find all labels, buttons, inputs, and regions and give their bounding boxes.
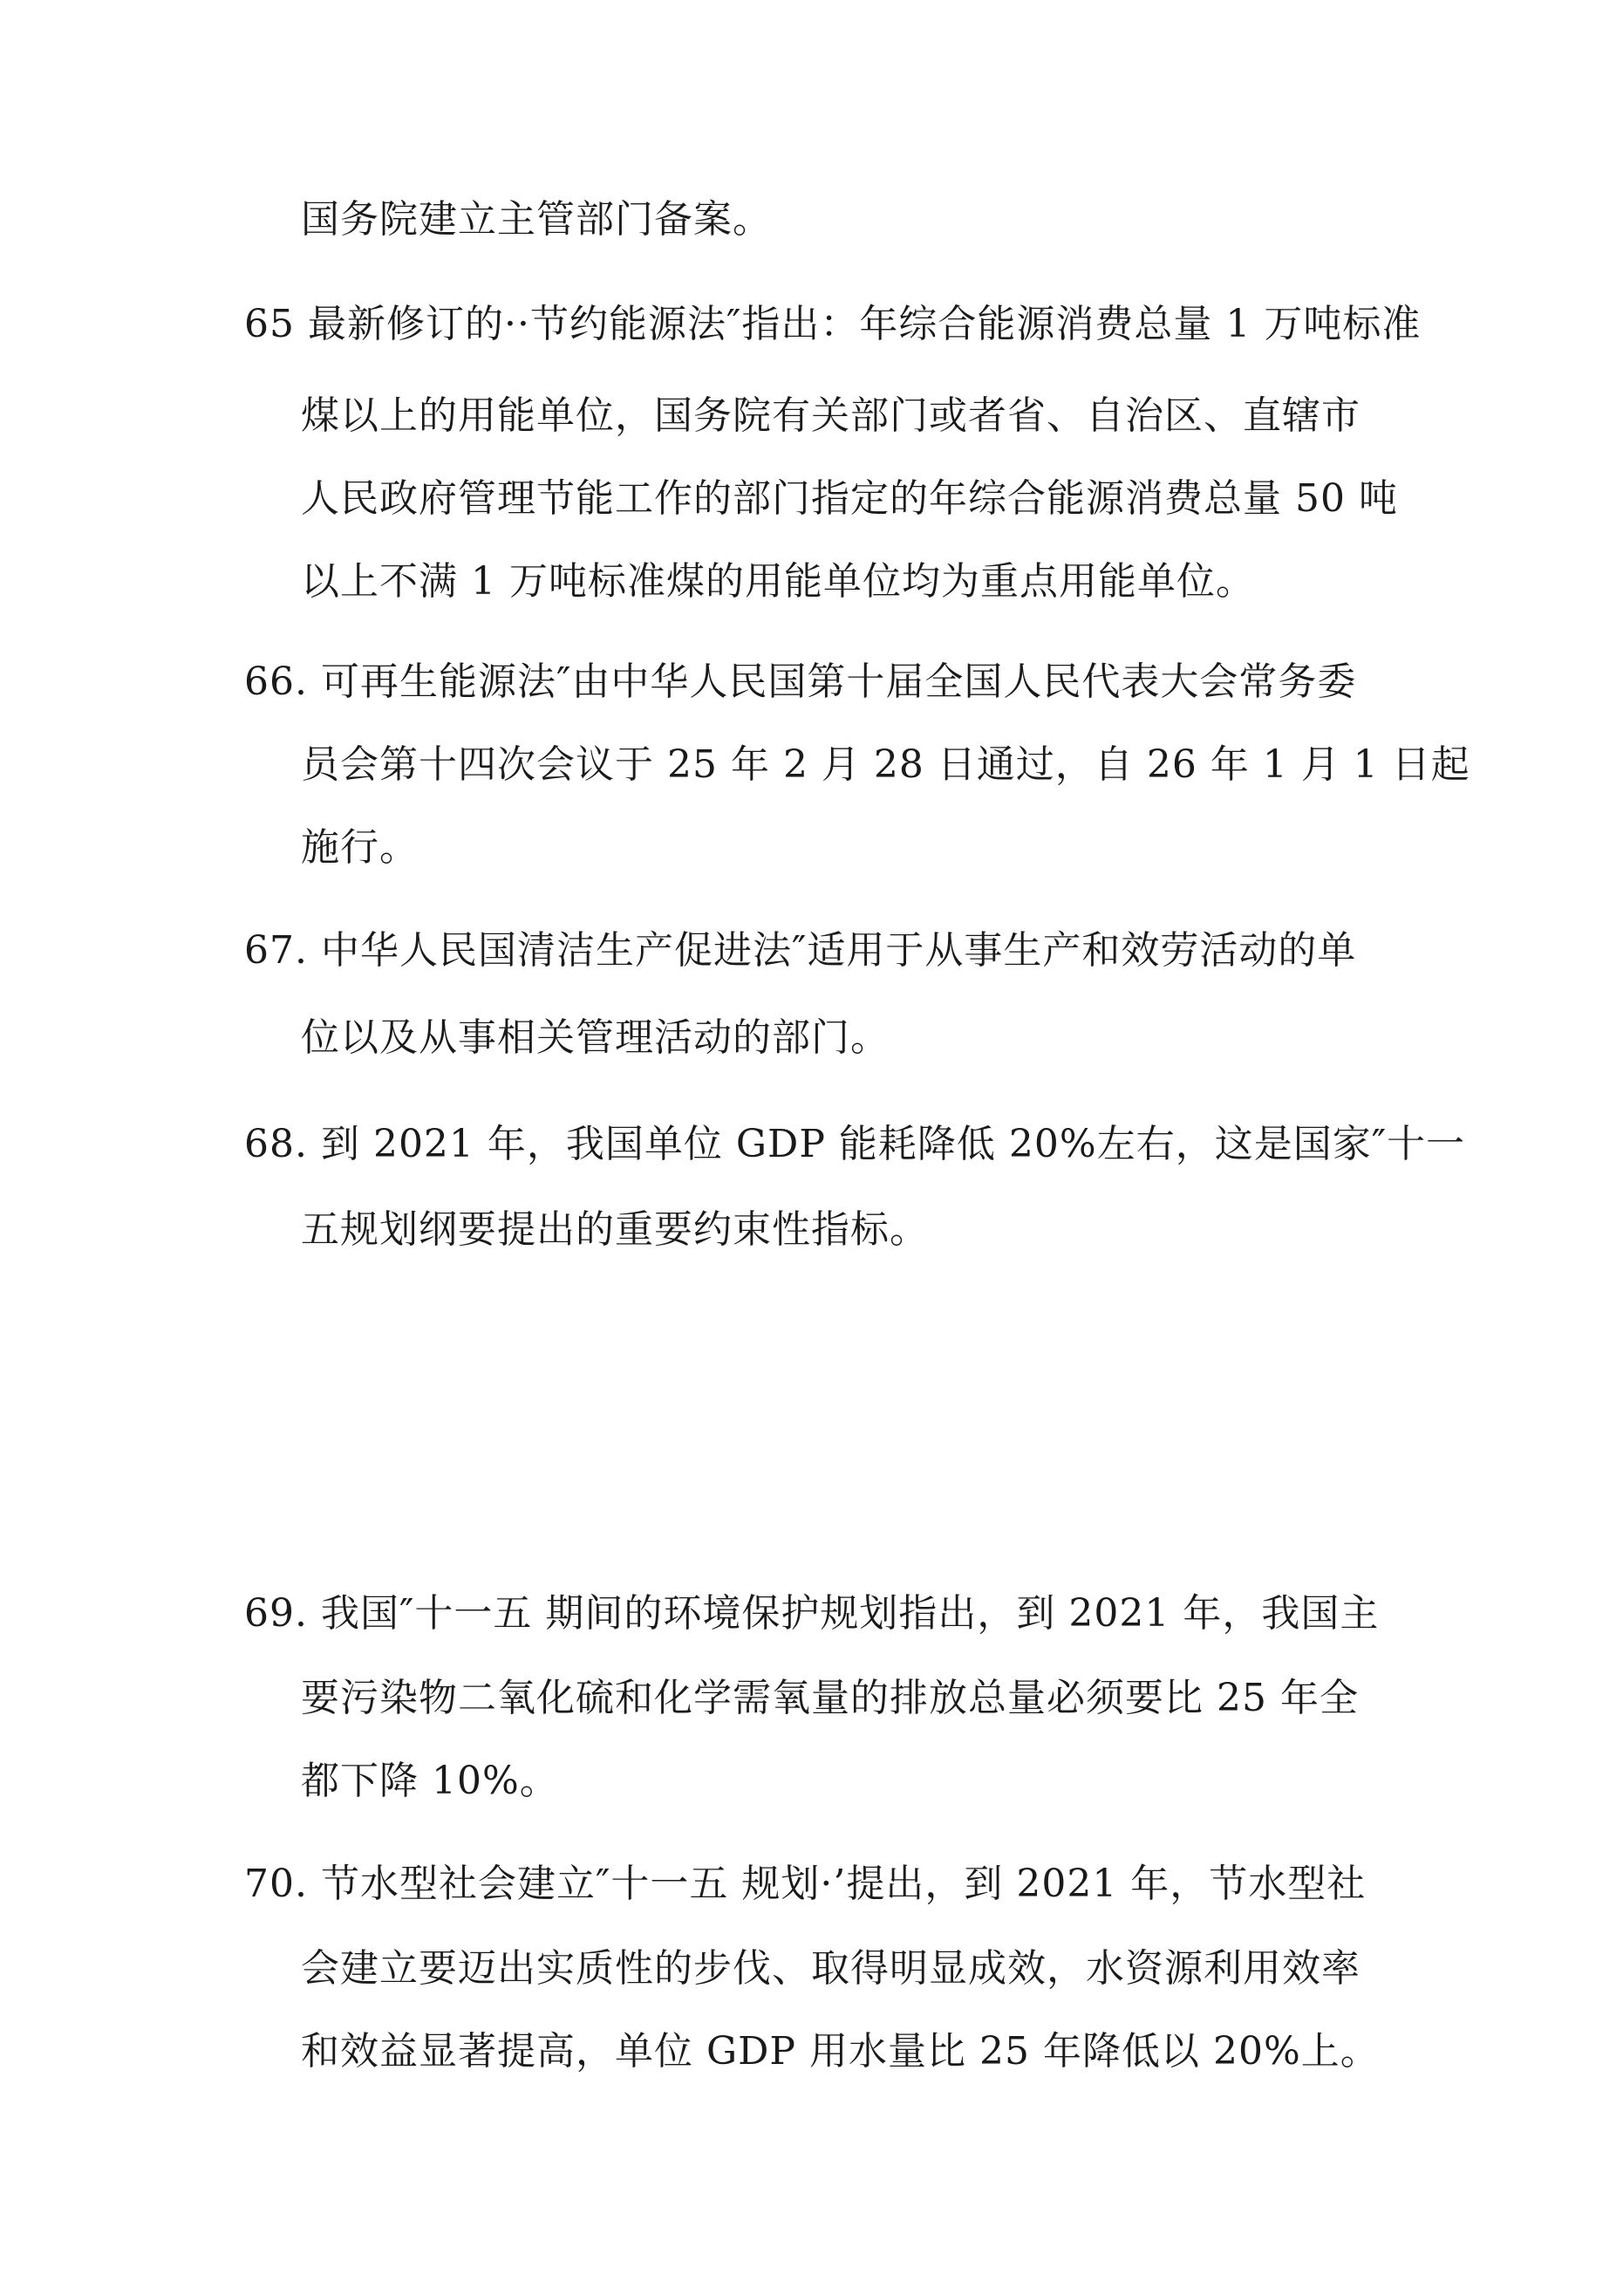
item-66-line-3: 施行。 <box>301 825 419 870</box>
item-65-line-3: 人民政府管理节能工作的部门指定的年综合能源消费总量 50 吨 <box>301 476 1398 521</box>
item-69-line-2: 要污染物二氧化硫和化学需氧量的排放总量必须要比 25 年全 <box>301 1676 1359 1720</box>
item-68-line-2: 五规划纲要提出的重要约束性指标。 <box>301 1207 929 1252</box>
paragraph-line: 国务院建立主管部门备案。 <box>301 197 772 242</box>
item-68-line-1: 68. 到 2021 年，我国单位 GDP 能耗降低 20%左右，这是国家″十一 <box>244 1122 1466 1166</box>
item-65-line-4: 以上不满 1 万吨标准煤的用能单位均为重点用能单位。 <box>301 559 1255 604</box>
item-65-line-2: 煤以上的用能单位，国务院有关部门或者省、自治区、直辖市 <box>301 393 1360 438</box>
item-69-line-1: 69. 我国″十一五 期间的环境保护规划指出，到 2021 年，我国主 <box>244 1591 1380 1636</box>
item-70-line-1: 70. 节水型社会建立″十一五 规划·’提出，到 2021 年，节水型社 <box>244 1862 1367 1906</box>
item-70-line-2: 会建立要迈出实质性的步伐、取得明显成效，水资源利用效率 <box>301 1946 1360 1991</box>
item-70-line-3: 和效益显著提高，单位 GDP 用水量比 25 年降低以 20%上。 <box>301 2029 1380 2074</box>
item-65-line-1: 65 最新修订的··节约能源法″指出：年综合能源消费总量 1 万吨标准 <box>244 302 1422 346</box>
item-66-line-2: 员会第十四次会议于 25 年 2 月 28 日通过，自 26 年 1 月 1 日起 <box>301 742 1470 787</box>
item-67-line-1: 67. 中华人民国清洁生产促进法″适用于从事生产和效劳活动的单 <box>244 928 1357 973</box>
item-66-line-1: 66. 可再生能源法″由中华人民国第十届全国人民代表大会常务委 <box>244 659 1357 704</box>
item-67-line-2: 位以及从事相关管理活动的部门。 <box>301 1015 890 1060</box>
item-69-line-3: 都下降 10%。 <box>301 1759 559 1803</box>
